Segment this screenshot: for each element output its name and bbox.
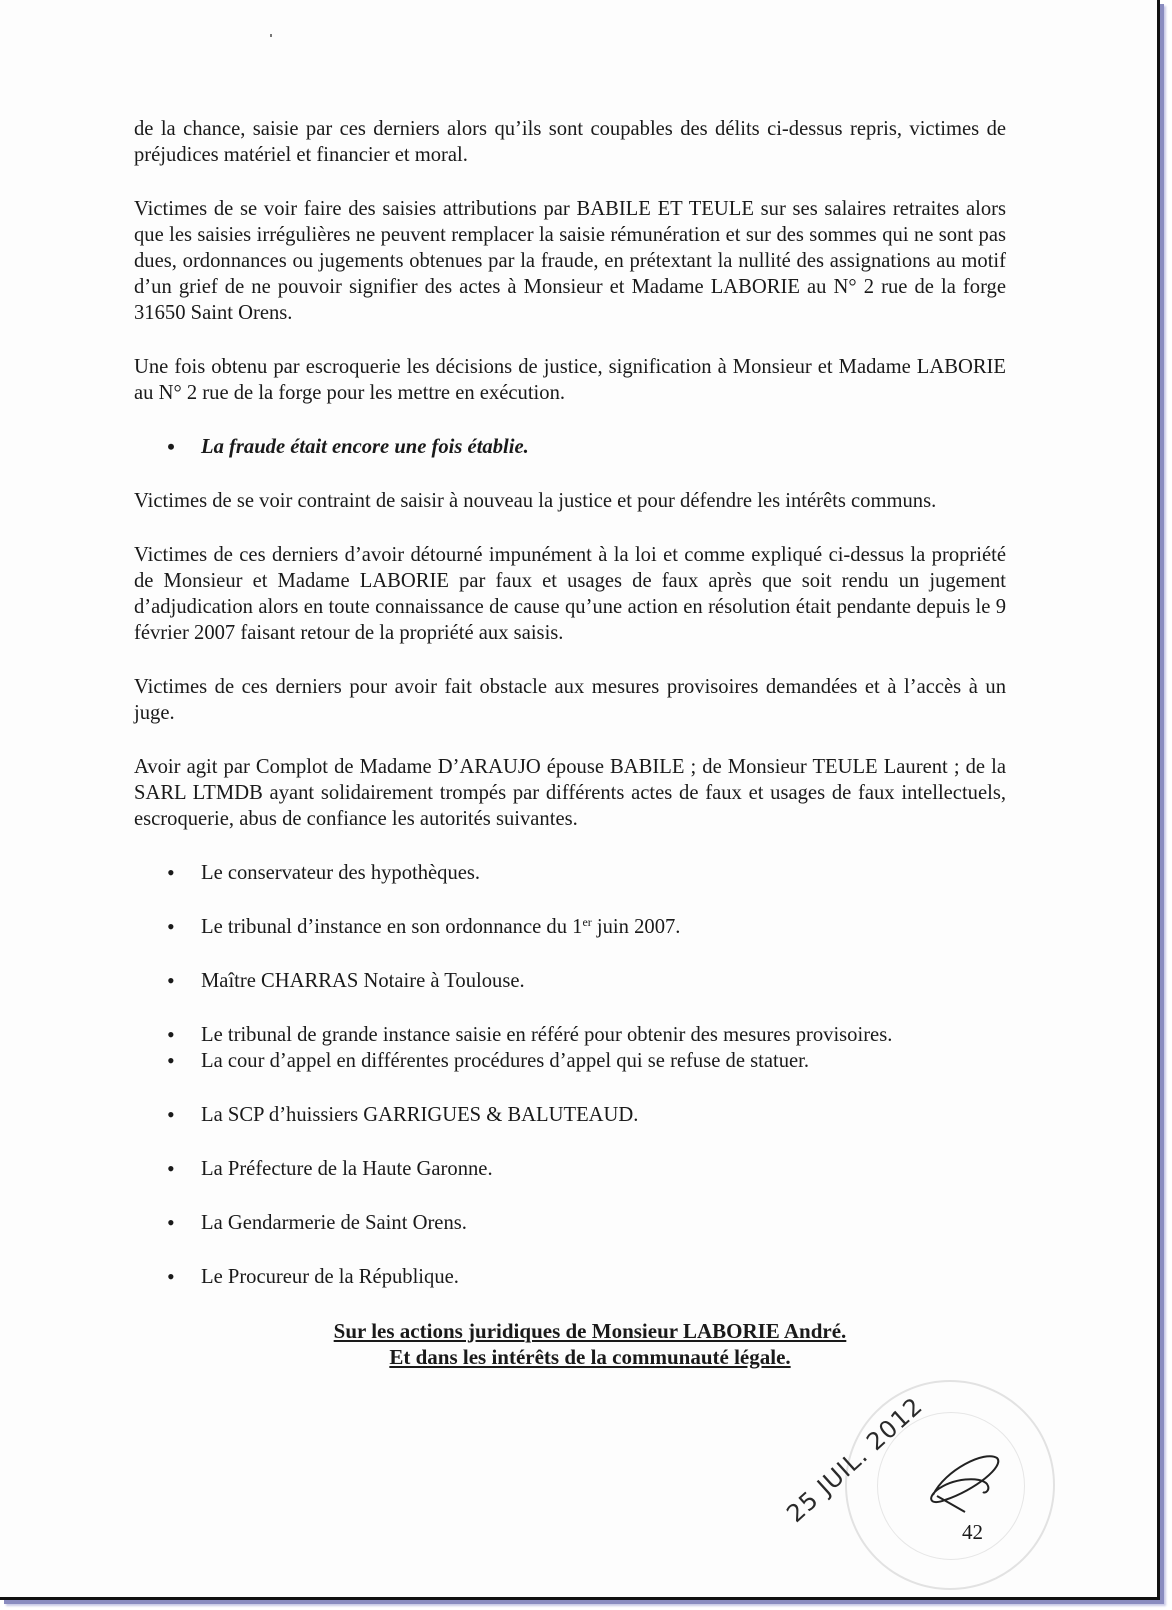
document-body bbox=[134, 116, 1006, 1370]
date-stamp: 25 JUIL. 2012 bbox=[781, 1391, 929, 1528]
ordinal-superscript: er bbox=[582, 915, 592, 929]
signature-icon bbox=[925, 1440, 1005, 1520]
list-item-text: Le tribunal d’instance en son ordonnance du 1 bbox=[201, 916, 583, 938]
paragraph: Victimes de ces derniers d’avoir détourné impunément à la loi et comme expliqué ci-dessus la propriété de Monsieur et Madame LABORIE par faux et usages de faux après que soit rendu un jugement d’adjudication alors en toute connaissance de cause qu’une action en résolution était pendante depuis le 9 février 2007 faisant retour de la propriété aux saisis. bbox=[134, 544, 1006, 644]
paragraph: de la chance, saisie par ces derniers alors qu’ils sont coupables des délits ci-dessus repris, victimes de préjudices matériel et financier et moral. bbox=[134, 118, 1006, 166]
list-item: • Le Procureur de la République. bbox=[134, 1264, 1006, 1290]
closing-line: Et dans les intérêts de la communauté légale. bbox=[389, 1345, 791, 1369]
list-item: • Le conservateur des hypothèques. bbox=[134, 860, 1006, 886]
list-item bbox=[134, 914, 1006, 940]
page-number: 42 bbox=[962, 1520, 983, 1544]
paragraph: Victimes de ces derniers pour avoir fait obstacle aux mesures provisoires demandées et à l’accès à un juge. bbox=[134, 676, 1006, 724]
list-item: • La SCP d’huissiers GARRIGUES & BALUTEAUD. bbox=[134, 1102, 1006, 1128]
list-item: • La cour d’appel en différentes procédures d’appel qui se refuse de statuer. bbox=[134, 1048, 1006, 1074]
authorities-list bbox=[134, 860, 1006, 1290]
list-item-text: juin 2007. bbox=[591, 916, 681, 938]
closing-line: Sur les actions juridiques de Monsieur LABORIE André. bbox=[333, 1319, 847, 1343]
paragraph: Victimes de se voir faire des saisies attributions par BABILE ET TEULE sur ses salaires retraites alors que les saisies irrégulières ne peuvent remplacer la saisie rémunération et sur des sommes qui ne sont pas dues, ordonnances ou jugements obtenues par la fraude, en prétextant la nullité des assignations au motif d’un grief de ne pouvoir signifier des actes à Monsieur et Madame LABORIE au N° 2 rue de la forge 31650 Saint Orens. bbox=[134, 198, 1006, 324]
list-item: • La Préfecture de la Haute Garonne. bbox=[134, 1156, 1006, 1182]
paragraph: Une fois obtenu par escroquerie les décisions de justice, signification à Monsieur et Madame LABORIE au N° 2 rue de la forge pour les mettre en exécution. bbox=[134, 356, 1006, 404]
list-item: • La Gendarmerie de Saint Orens. bbox=[134, 1210, 1006, 1236]
paragraph: Avoir agit par Complot de Madame D’ARAUJO épouse BABILE ; de Monsieur TEULE Laurent ; de la SARL LTMDB ayant solidairement trompés par différents actes de faux et usages de faux intellectuels, escroquerie, abus de confiance les autorités suivantes. bbox=[134, 756, 1006, 830]
emphasis-bullet: • La fraude était encore une fois établie. bbox=[134, 434, 1006, 460]
list-item: • Le tribunal de grande instance saisie en référé pour obtenir des mesures provisoires. bbox=[134, 1022, 1006, 1048]
list-item: • Maître CHARRAS Notaire à Toulouse. bbox=[134, 968, 1006, 994]
paragraph: Victimes de se voir contraint de saisir à nouveau la justice et pour défendre les intérêts communs. bbox=[134, 490, 937, 512]
scan-speck bbox=[270, 34, 272, 37]
